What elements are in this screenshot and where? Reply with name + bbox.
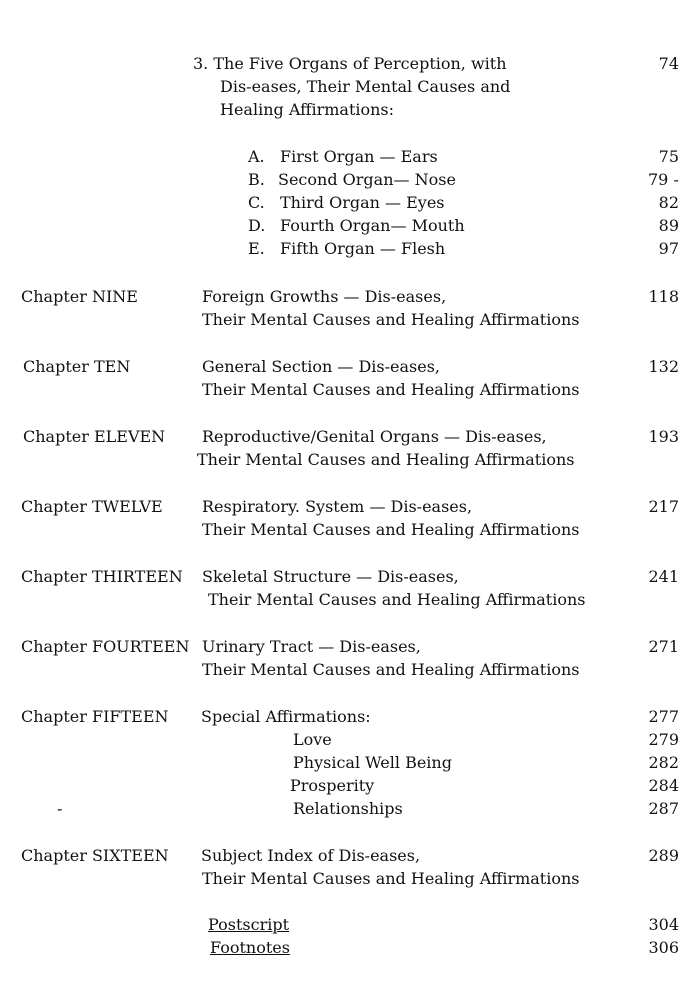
chapter-label: Chapter SIXTEEN [21, 846, 169, 865]
organ-entry: Second Organ— Nose [278, 170, 456, 189]
chapter-label: Chapter THIRTEEN [21, 567, 183, 586]
chapter-page-number: 132 [648, 357, 679, 376]
chapter-page-number: 217 [648, 497, 679, 516]
chapter-subtitle: Their Mental Causes and Healing Affirmations [208, 590, 586, 609]
organ-page-number: 97 [658, 239, 679, 258]
footnotes-page-number: 306 [648, 938, 679, 957]
chapter-subtitle: Their Mental Causes and Healing Affirmations [202, 660, 580, 679]
chapter-label: Chapter TWELVE [21, 497, 163, 516]
affirmation-page-number: 284 [648, 776, 679, 795]
chapter-title: Respiratory. System — Dis-eases, [202, 497, 473, 516]
organ-letter: C. [248, 193, 265, 212]
chapter-page-number: 118 [648, 287, 679, 306]
chapter-subtitle: Their Mental Causes and Healing Affirmations [202, 520, 580, 539]
section3-heading-line1: 3. The Five Organs of Perception, with [193, 54, 507, 73]
chapter-title: Subject Index of Dis-eases, [201, 846, 421, 865]
chapter-subtitle: Their Mental Causes and Healing Affirmations [197, 450, 575, 469]
chapter-label: Chapter FOURTEEN [21, 637, 190, 656]
chapter-page-number: 271 [648, 637, 679, 656]
section3-heading-line2: Dis-eases, Their Mental Causes and [220, 77, 511, 96]
chapter-title: Reproductive/Genital Organs — Dis-eases, [202, 427, 547, 446]
chapter-title: Special Affirmations: [201, 707, 371, 726]
chapter-label: Chapter NINE [21, 287, 138, 306]
organ-entry: Third Organ — Eyes [280, 193, 445, 212]
organ-page-number: 79 - [648, 170, 679, 189]
affirmation-item: Love [293, 730, 332, 749]
chapter-title: Skeletal Structure — Dis-eases, [202, 567, 459, 586]
chapter-subtitle: Their Mental Causes and Healing Affirmations [202, 869, 580, 888]
organ-letter: A. [248, 147, 265, 166]
organ-page-number: 75 [658, 147, 679, 166]
organ-entry: First Organ — Ears [280, 147, 438, 166]
organ-letter: E. [248, 239, 265, 258]
chapter-page-number: 289 [648, 846, 679, 865]
chapter-title: Foreign Growths — Dis-eases, [202, 287, 447, 306]
chapter-page-number: 277 [648, 707, 679, 726]
chapter-title: Urinary Tract — Dis-eases, [202, 637, 421, 656]
organ-page-number: 89 [658, 216, 679, 235]
chapter-subtitle: Their Mental Causes and Healing Affirmations [202, 380, 580, 399]
organ-page-number: 82 [658, 193, 679, 212]
chapter-page-number: 241 [648, 567, 679, 586]
chapter-label: Chapter ELEVEN [23, 427, 166, 446]
chapter-page-number: 193 [648, 427, 679, 446]
chapter-label: Chapter FIFTEEN [21, 707, 169, 726]
section3-heading-line3: Healing Affirmations: [220, 100, 395, 119]
chapter-label: Chapter TEN [23, 357, 131, 376]
organ-entry: Fifth Organ — Flesh [280, 239, 446, 258]
stray-dash-mark: - [57, 799, 63, 818]
affirmation-item: Physical Well Being [293, 753, 452, 772]
footnotes-link[interactable]: Footnotes [210, 938, 290, 957]
section3-page-number: 74 [658, 54, 679, 73]
affirmation-page-number: 279 [648, 730, 679, 749]
postscript-link[interactable]: Postscript [208, 915, 289, 934]
organ-letter: D. [248, 216, 266, 235]
chapter-title: General Section — Dis-eases, [202, 357, 441, 376]
affirmation-item: Prosperity [290, 776, 375, 795]
affirmation-item: Relationships [293, 799, 403, 818]
affirmation-page-number: 287 [648, 799, 679, 818]
organ-letter: B. [248, 170, 265, 189]
postscript-page-number: 304 [648, 915, 679, 934]
organ-entry: Fourth Organ— Mouth [280, 216, 465, 235]
chapter-subtitle: Their Mental Causes and Healing Affirmations [202, 310, 580, 329]
affirmation-page-number: 282 [648, 753, 679, 772]
